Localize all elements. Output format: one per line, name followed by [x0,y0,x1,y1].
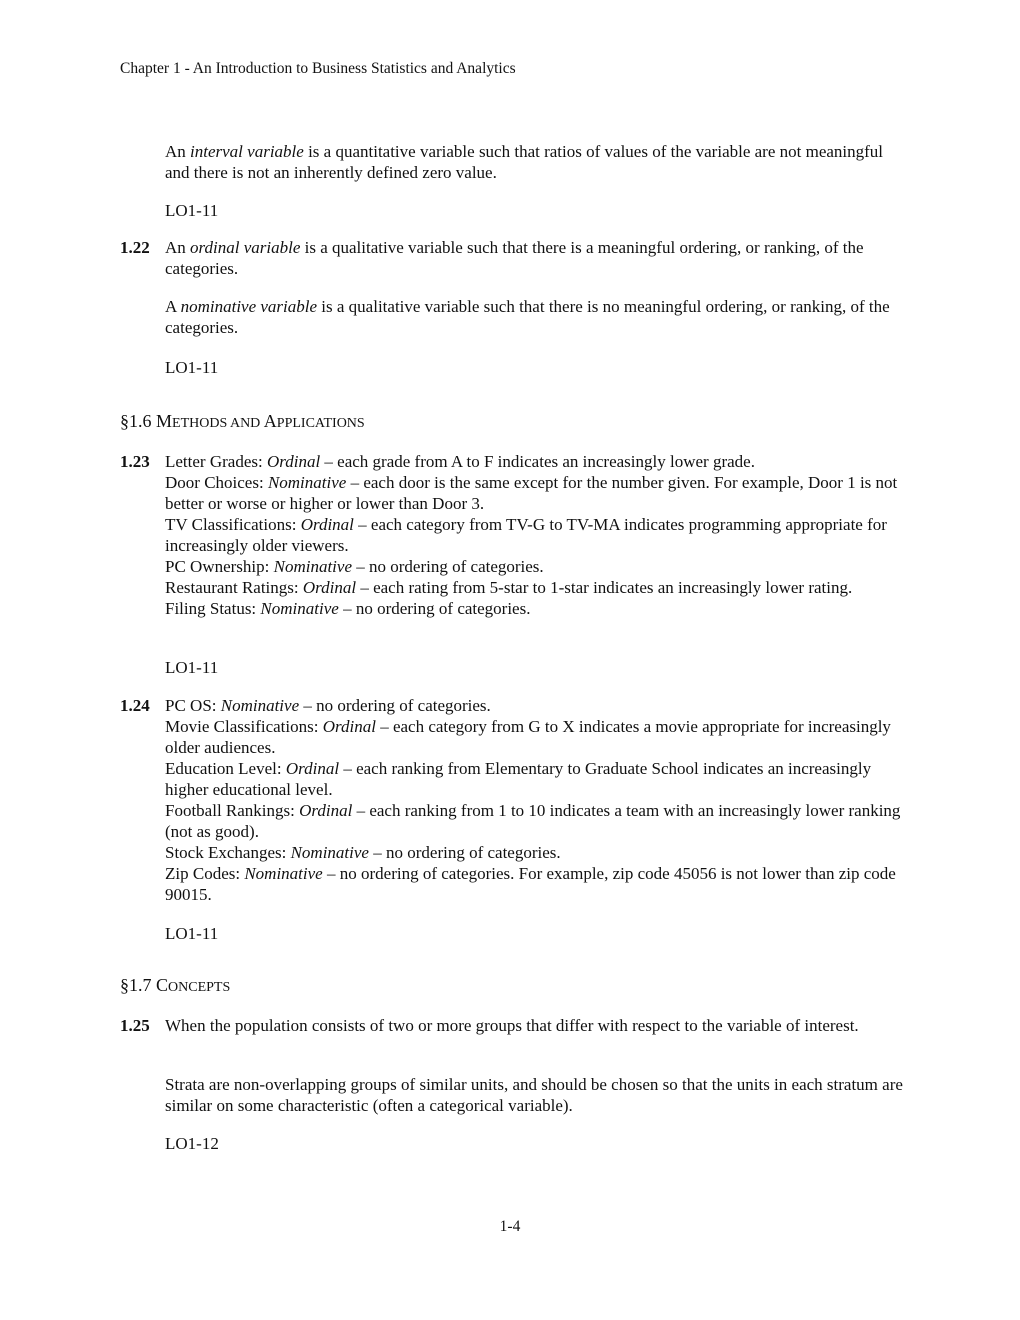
list-item: Stock Exchanges: Nominative – no ordering of categories. [165,843,561,862]
list-item: Restaurant Ratings: Ordinal – each rating from 5-star to 1-star indicates an increasingly lower rating. [165,578,853,597]
learning-objective: LO1-12 [165,1134,219,1153]
learning-objective: LO1-11 [165,924,219,943]
question-number-1-22: 1.22 [120,238,150,257]
list-item: Education Level: Ordinal – each ranking from Elementary to Graduate School indicates an increasingly higher educational level. [165,759,872,799]
page-number: 1-4 [499,1218,521,1235]
list-item: Filing Status: Nominative – no ordering of categories. [165,599,531,618]
learning-objective: LO1-11 [165,201,219,220]
section-heading-1-7: §1.7 CONCEPTS [120,975,231,995]
paragraph-nominative-variable: A nominative variable is a qualitative variable such that there is no meaningful ordering, or ranking, of the categories. [165,297,890,337]
paragraph-ordinal-variable: An ordinal variable is a qualitative variable such that there is a meaningful ordering, or ranking, of the categories. [165,238,864,278]
answer-list-1-23 [165,451,905,619]
list-item: Football Rankings: Ordinal – each ranking from 1 to 10 indicates a team with an increasingly lower ranking (not as good). [165,801,901,841]
list-item: Door Choices: Nominative – each door is the same except for the number given. For example, Door 1 is not better or worse or higher or lower than Door 3. [165,473,898,513]
list-item: TV Classifications: Ordinal – each category from TV-G to TV-MA indicates programming appropriate for increasingly older viewers. [165,515,887,555]
answer-list-1-24 [165,695,905,905]
question-number-1-23: 1.23 [120,452,150,471]
paragraph-strata: Strata are non-overlapping groups of similar units, and should be chosen so that the units in each stratum are similar on some characteristic (often a categorical variable). [165,1075,903,1115]
section-heading-1-6: §1.6 METHODS AND APPLICATIONS [120,411,365,431]
list-item: Movie Classifications: Ordinal – each category from G to X indicates a movie appropriate for increasingly older audiences. [165,717,891,757]
list-item: PC Ownership: Nominative – no ordering of categories. [165,557,544,576]
paragraph-interval-variable: An interval variable is a quantitative variable such that ratios of values of the variable are not meaningful and there is not an inherently defined zero value. [165,142,884,182]
paragraph-population-groups: When the population consists of two or more groups that differ with respect to the variable of interest. [165,1016,859,1035]
list-item: PC OS: Nominative – no ordering of categories. [165,696,491,715]
learning-objective: LO1-11 [165,658,219,677]
running-header: Chapter 1 - An Introduction to Business Statistics and Analytics [120,60,516,77]
term-ordinal-variable: ordinal variable [190,238,301,257]
list-item: Letter Grades: Ordinal – each grade from A to F indicates an increasingly lower grade. [165,452,755,471]
learning-objective: LO1-11 [165,358,219,377]
term-nominative-variable: nominative variable [180,297,318,316]
list-item: Zip Codes: Nominative – no ordering of categories. For example, zip code 45056 is not lower than zip code 90015. [165,864,896,904]
question-number-1-24: 1.24 [120,696,150,715]
term-interval-variable: interval variable [190,142,304,161]
question-number-1-25: 1.25 [120,1016,150,1035]
